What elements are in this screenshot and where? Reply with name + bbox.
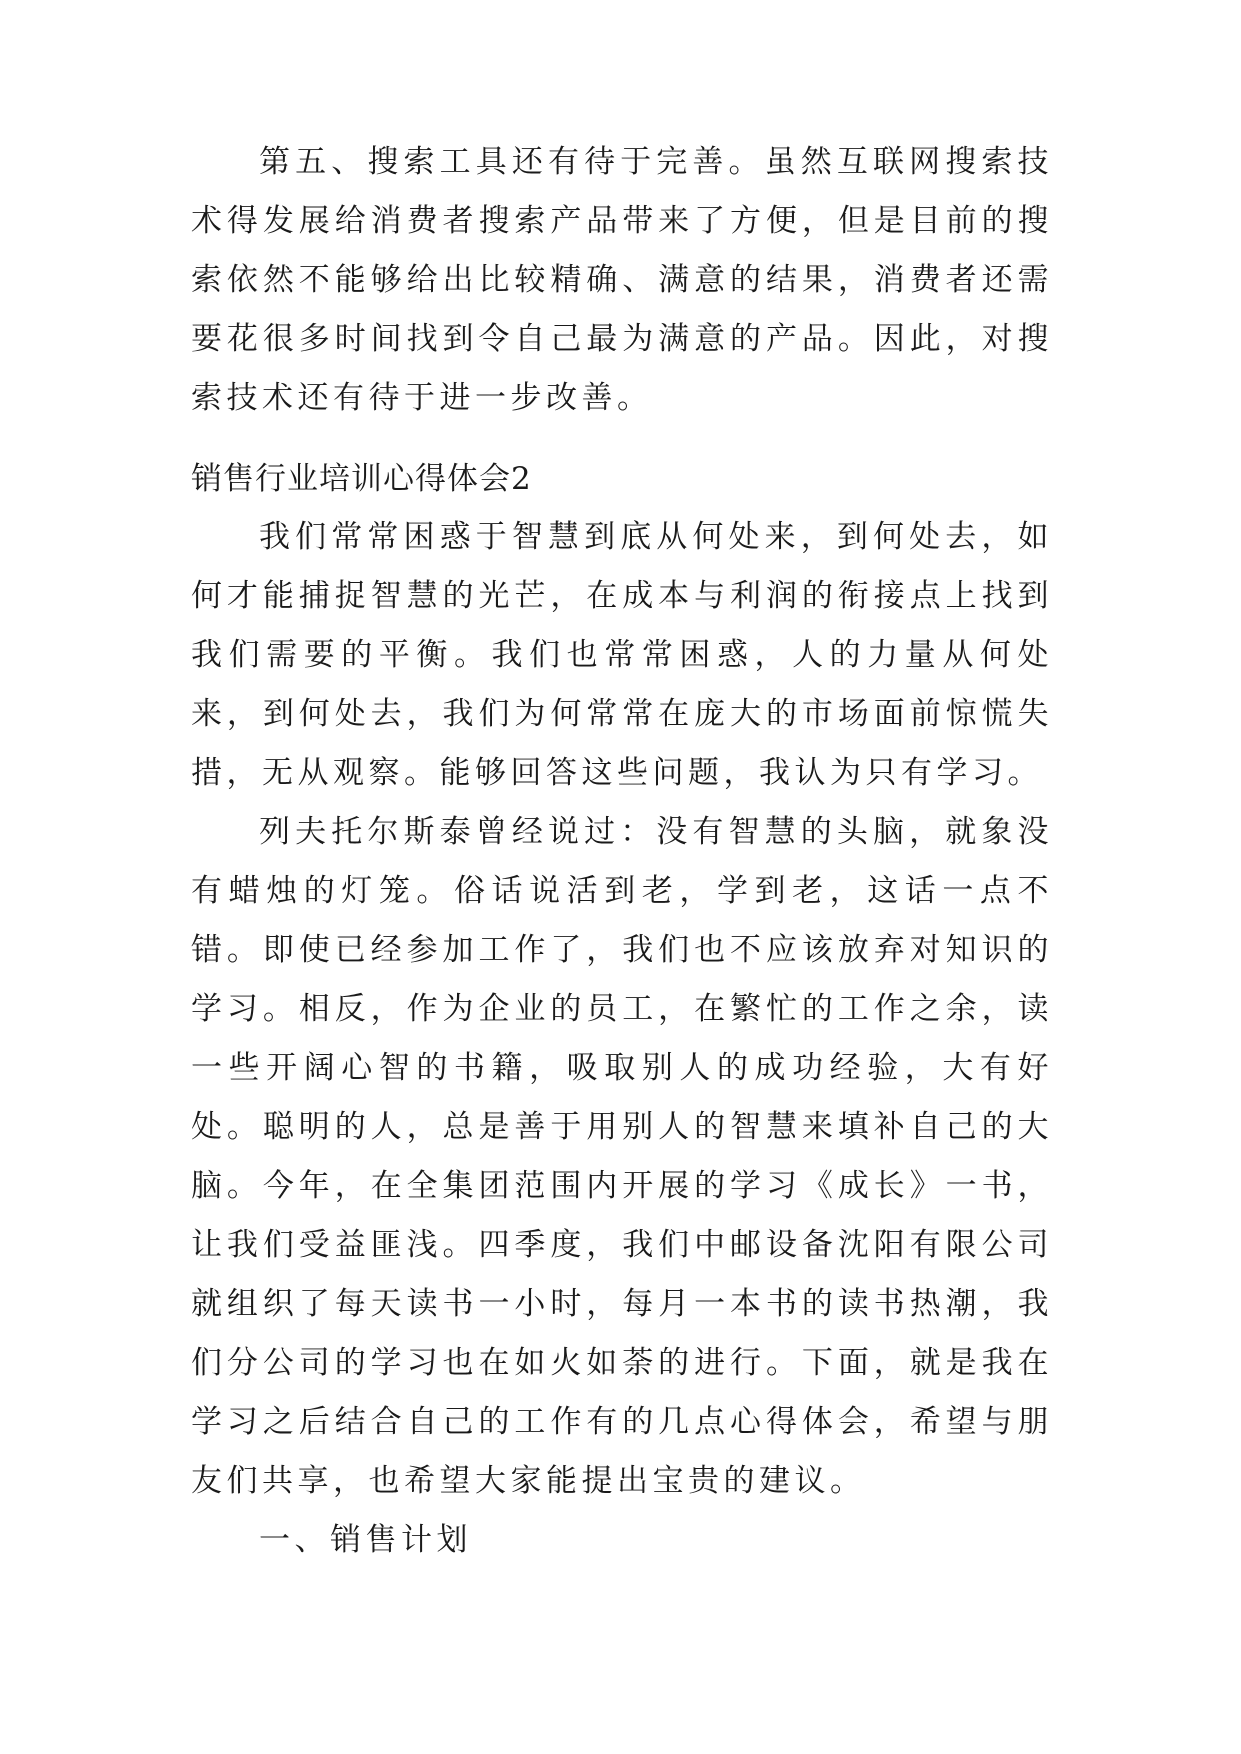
section-title: 销售行业培训心得体会2: [191, 461, 532, 497]
body-paragraph-1: 我们常常困惑于智慧到底从何处来，到何处去，如何才能捕捉智慧的光芒，在成本与利润的衔接点上找到我们需要的平衡。我们也常常困惑，人的力量从何处来，到何处去，我们为何常常在庞大的市场面前惊慌失措，无从观察。能够回答这些问题，我认为只有学习。: [191, 519, 1053, 791]
body-paragraph-2: 列夫托尔斯泰曾经说过：没有智慧的头脑，就象没有蜡烛的灯笼。俗话说活到老，学到老，这话一点不错。即使已经参加工作了，我们也不应该放弃对知识的学习。相反，作为企业的员工，在繁忙的工作之余，读一些开阔心智的书籍，吸取别人的成功经验，大有好处。聪明的人，总是善于用别人的智慧来填补自己的大脑。今年，在全集团范围内开展的学习《成长》一书，让我们受益匪浅。四季度，我们中邮设备沈阳有限公司就组织了每天读书一小时，每月一本书的读书热潮，我们分公司的学习也在如火如荼的进行。下面，就是我在学习之后结合自己的工作有的几点心得体会，希望与朋友们共享，也希望大家能提出宝贵的建议。: [191, 814, 1053, 1499]
list-item-sales-plan: 一、销售计划: [259, 1522, 472, 1558]
intro-paragraph: 第五、搜索工具还有待于完善。虽然互联网搜索技术得发展给消费者搜索产品带来了方便，但是目前的搜索依然不能够给出比较精确、满意的结果，消费者还需要花很多时间找到令自己最为满意的产品。因此，对搜索技术还有待于进一步改善。: [191, 144, 1053, 416]
body-section: [191, 508, 1053, 1570]
intro-section: [191, 133, 1053, 428]
section-title-block: [191, 450, 1053, 509]
